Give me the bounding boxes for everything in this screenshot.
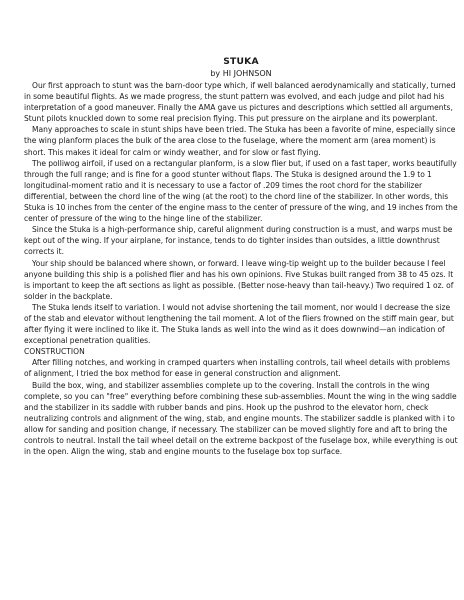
paragraph: Since the Stuka is a high-performance ship, careful alignment during construction is a must, and warps must be kept out of the wing. If your airplane, for instance, tends to do tighter insides than outsides, a little downthrust corrects it.: [24, 225, 453, 257]
paragraph: Many approaches to scale in stunt ships have been tried. The Stuka has been a favorite of mine, especially since the wing planform places the bulk of the area close to the fuselage, where the moment arm (area moment) is short. This makes it ideal for calm or windy weather, and for slow or fast flying.: [24, 125, 456, 157]
paragraph: Your ship should be balanced where shown, or forward. I leave wing-tip weight up to the builder because I feel anyone building this ship is a polished flier and has his own opinions. Five Stukas built ranged from 38 to 45 ozs. It is important to keep the aft sections as light as possible. (Better nose-heavy than tail-heavy.) Two required 1 oz. of solder in the backplate.: [24, 258, 454, 301]
article-title: STUKA: [223, 56, 259, 67]
paragraph: Build the box, wing, and stabilizer assemblies complete up to the covering. Install the controls in the wing complete, so you can "free" everything before combining these sub-assemblies. Mount the wing in the wing saddle and the stabilizer in its saddle with rubber bands and pins. Hook up the pushrod to the elevator horn, check neutralizing controls and alignment of the wing, stab, and engine mounts. The stabilizer saddle is planked with i to allow for sanding and position change, if necessary. The stabilizer can be moved slightly fore and aft to bring the controls to neutral. Install the tail wheel detail on the extreme backpost of the fuselage box, while everything is out in the open. Align the wing, stab and engine mounts to the fuselage box top surface.: [24, 380, 458, 457]
article: [24, 56, 458, 457]
paragraph: Our first approach to stunt was the barn-door type which, if well balanced aerodynamically and statically, turned in some beautiful flights. As we made progress, the stunt pattern was evolved, and each judge and pilot had his interpretation of a good maneuver. Finally the AMA gave us pictures and descriptions which settled all arguments, Stunt pilots knuckled down to some real precision flying. This put pressure on the airplane and its powerplant.: [24, 81, 456, 124]
article-byline: by HI JOHNSON: [210, 69, 272, 78]
section-heading: CONSTRUCTION: [24, 347, 85, 357]
paragraph: The polliwog airfoil, if used on a rectangular planform, is a slow flier but, if used on a fast taper, works beautifully through the full range; and is fine for a good stunter without flaps. The Stuka is designed around the 1.9 to 1 longitudinal-moment ratio and it is necessary to use a factor of .209 times the root chord for the stabilizer differential, between the chord line of the wing (at the root) to the chord line of the stabilizer. In other words, this Stuka is 10 inches from the center of the engine mass to the center of pressure of the wing, and 19 inches from the center of pressure of the wing to the hinge line of the stabilizer.: [24, 158, 458, 224]
paragraph: The Stuka lends itself to variation. I would not advise shortening the tail moment, nor would I decrease the size of the stab and elevator without lengthening the tail moment. A lot of the fliers frowned on the stiff main gear, but after flying it were inclined to like it. The Stuka lands as well into the wind as it does downwind—an indication of exceptional penetration qualities.: [24, 302, 454, 346]
paragraph: After filling notches, and working in cramped quarters when installing controls, tail wheel details with problems of alignment, I tried the box method for ease in general construction and alignment.: [24, 358, 450, 379]
